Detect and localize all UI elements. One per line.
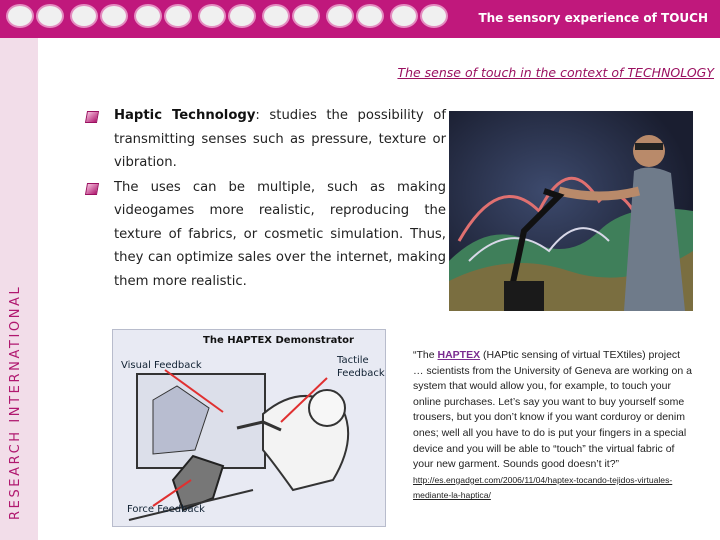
circle-icon <box>36 4 64 28</box>
diagram-title: The HAPTEX Demonstrator <box>203 335 354 346</box>
diagram-label-tactile-line1: Tactile <box>337 355 369 366</box>
slide-header-title: The sensory experience of TOUCH <box>478 11 708 25</box>
circle-icon <box>6 4 34 28</box>
quote-open: “The <box>413 349 438 361</box>
vertical-brand-text: RESEARCH INTERNATIONAL <box>8 284 23 520</box>
circle-icon <box>326 4 354 28</box>
circle-icon <box>100 4 128 28</box>
header-bar <box>0 0 720 38</box>
circle-icon <box>356 4 384 28</box>
bullet-icon <box>85 111 99 123</box>
circle-icon <box>420 4 448 28</box>
haptex-diagram <box>112 329 386 527</box>
circle-icon <box>164 4 192 28</box>
circle-icon <box>198 4 226 28</box>
slide-subtitle[interactable]: The sense of touch in the context of TECHNOLOGY <box>397 65 714 80</box>
circle-icon <box>292 4 320 28</box>
diagram-label-force: Force Feedback <box>127 504 205 515</box>
source-url-link[interactable]: http://es.engadget.com/2006/11/04/haptex-tocando-tejidos-virtuales-mediante-la-haptica/ <box>413 474 673 501</box>
diagram-label-tactile <box>337 354 385 380</box>
diagram-label-tactile-line2: Feedback <box>337 368 385 379</box>
circle-icon <box>262 4 290 28</box>
quote-text <box>413 348 693 504</box>
diagram-label-visual: Visual Feedback <box>121 360 202 371</box>
circle-icon <box>134 4 162 28</box>
bullet-item <box>86 176 446 294</box>
haptex-link[interactable]: HAPTEX <box>437 349 481 361</box>
circle-icon <box>390 4 418 28</box>
bullet-heading: Haptic Technology <box>114 108 256 123</box>
bullet-icon <box>85 183 99 195</box>
circle-icon <box>228 4 256 28</box>
decorative-dots <box>6 4 448 28</box>
bullet-list <box>86 104 446 294</box>
circle-icon <box>70 4 98 28</box>
bullet-text: The uses can be multiple, such as making videogames more realistic, reproducing the texture of fabrics, or cosmetic simulation. Thus, they can optimize sales over the internet, making them more realistic. <box>114 179 446 289</box>
bullet-item <box>86 104 446 175</box>
quote-body: (HAPtic sensing of virtual TEXtiles) project … scientists from the University of Geneva are working on a system that would allow you, for example, to touch your online purchases. Let’s say you want to buy yourself some trousers, but you don’t know if you want corduroy or denim ones; well all you have to do is put your fingers in a special device and you will be able to “touch” the virtual fabric of your new garment. Sounds good doesn’t it?” <box>413 349 692 471</box>
haptic-user-photo <box>449 111 693 311</box>
bullet-text: : studies the possibility of transmitting senses such as pressure, texture or vibration. <box>114 108 446 170</box>
